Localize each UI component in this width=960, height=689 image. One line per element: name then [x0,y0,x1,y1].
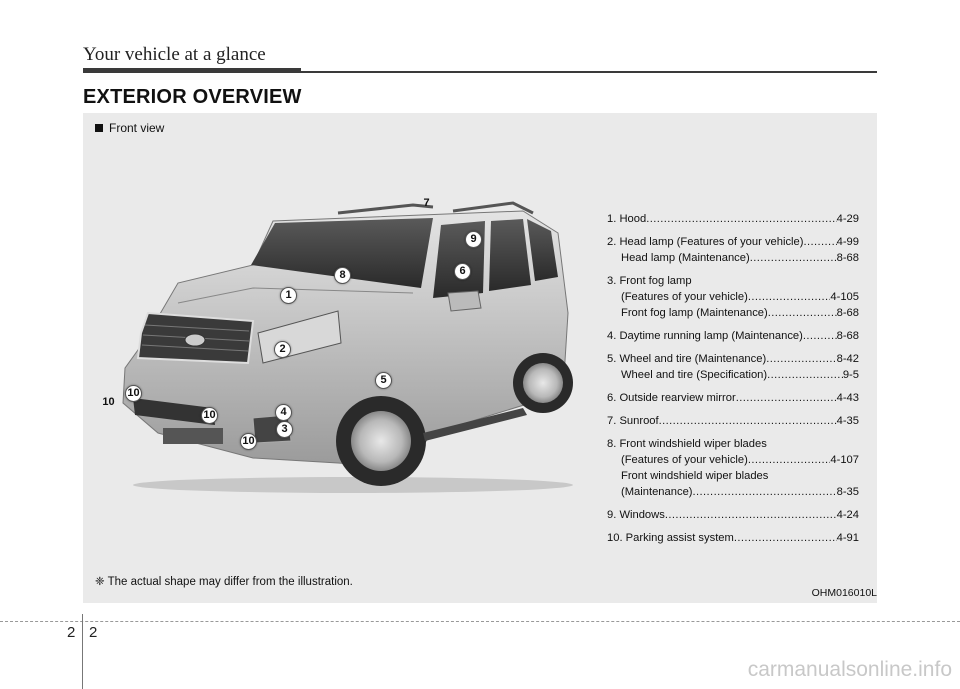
dot-leader [766,351,836,367]
footer-rule [0,621,960,622]
list-item-page: 4-43 [836,392,859,404]
callout-4: 4 [275,404,292,421]
illustration-panel [83,113,877,603]
list-gap [607,344,859,351]
dot-leader [693,484,837,500]
list-item-text: (Maintenance) [621,486,693,498]
callout-8: 8 [334,267,351,284]
page-number: 2 [89,624,98,641]
dot-leader [646,211,836,227]
list-item [607,351,859,367]
list-item [607,367,859,383]
list-item-page: 8-68 [836,307,859,319]
header-title: Your vehicle at a glance [83,44,266,65]
list-item [607,250,859,266]
list-item [607,507,859,523]
callout-6: 6 [454,263,471,280]
dot-leader [767,367,843,383]
list-item-text: Head lamp (Maintenance) [621,252,750,264]
list-item-page: 8-68 [836,252,859,264]
callout-10b: 10 [102,396,115,408]
front-rim [351,411,411,471]
list-item-page: 4-91 [836,532,859,544]
badge-icon [185,334,205,346]
page-divider [82,614,83,689]
list-gap [607,406,859,413]
list-gap [607,227,859,234]
list-item-page: 4-29 [836,213,859,225]
callout-10d: 10 [240,433,257,450]
list-gap [607,500,859,507]
list-item-text: (Features of your vehicle) [621,454,748,466]
list-item-page: 4-107 [830,454,859,466]
list-item [607,234,859,250]
watermark: carmanualsonline.info [747,658,952,681]
dot-leader [804,234,837,250]
callout-7: 7 [423,197,430,209]
callout-9: 9 [465,231,482,248]
list-item-page: 4-24 [836,509,859,521]
header-rule-dark [83,68,301,73]
list-item [607,289,859,305]
header-rule [301,71,877,73]
list-item-text: 9. Windows [607,509,665,521]
chapter-number: 2 [67,624,76,641]
list-item-text: 2. Head lamp (Features of your vehicle) [607,236,804,248]
list-item-text: 10. Parking assist system [607,532,734,544]
list-item-page: 9-5 [842,369,859,381]
car-shadow [133,477,573,493]
list-item-page: 8-35 [836,486,859,498]
list-gap [607,429,859,436]
list-item-text: 1. Hood [607,213,647,225]
list-item-text: (Features of your vehicle) [621,291,748,303]
list-item [607,211,859,227]
list-gap [607,383,859,390]
callout-10c: 10 [201,407,218,424]
list-item [607,305,859,321]
list-item-text: Wheel and tire (Specification) [621,369,768,381]
dot-leader [750,250,837,266]
list-item-text: 4. Daytime running lamp (Maintenance) [607,330,803,342]
dot-leader [665,507,837,523]
list-item [607,390,859,406]
list-item-text: Front windshield wiper blades [621,470,769,482]
view-label [95,121,164,135]
skid-plate [163,428,223,444]
list-item-page: 4-105 [830,291,859,303]
callout-3: 3 [276,421,293,438]
list-gap [607,523,859,530]
view-label-text: Front view [109,121,165,135]
list-item-page: 4-99 [836,236,859,248]
callout-1: 1 [280,287,297,304]
list-item [607,452,859,468]
list-item-text: 7. Sunroof [607,415,659,427]
parts-list [607,211,859,546]
list-item [607,468,859,484]
figure-code: OHM016010L [811,587,877,599]
side-mirror [448,291,481,311]
list-item [607,413,859,429]
list-item [607,436,859,452]
list-item-page: 8-42 [836,353,859,365]
dot-leader [748,289,831,305]
list-item-text: 6. Outside rearview mirror [607,392,736,404]
list-item [607,484,859,500]
callout-2: 2 [274,341,291,358]
rear-rim [523,363,563,403]
square-bullet-icon [95,124,103,132]
list-item-text: 8. Front windshield wiper blades [607,438,767,450]
section-title: EXTERIOR OVERVIEW [83,86,302,108]
callout-10a: 10 [125,385,142,402]
illustration-note: ❈ The actual shape may differ from the illustration. [95,576,353,588]
suv-illustration [103,193,573,493]
dot-leader [659,413,837,429]
list-gap [607,321,859,328]
list-item-page: 4-35 [836,415,859,427]
callout-5: 5 [375,372,392,389]
list-item-text: 3. Front fog lamp [607,275,692,287]
list-item-text: 5. Wheel and tire (Maintenance) [607,353,767,365]
dot-leader [803,328,837,344]
dot-leader [734,530,837,546]
list-item-page: 8-68 [836,330,859,342]
list-gap [607,266,859,273]
dot-leader [768,305,837,321]
dot-leader [748,452,831,468]
list-item [607,273,859,289]
list-item [607,328,859,344]
list-item-text: Front fog lamp (Maintenance) [621,307,768,319]
list-item [607,530,859,546]
dot-leader [736,390,837,406]
